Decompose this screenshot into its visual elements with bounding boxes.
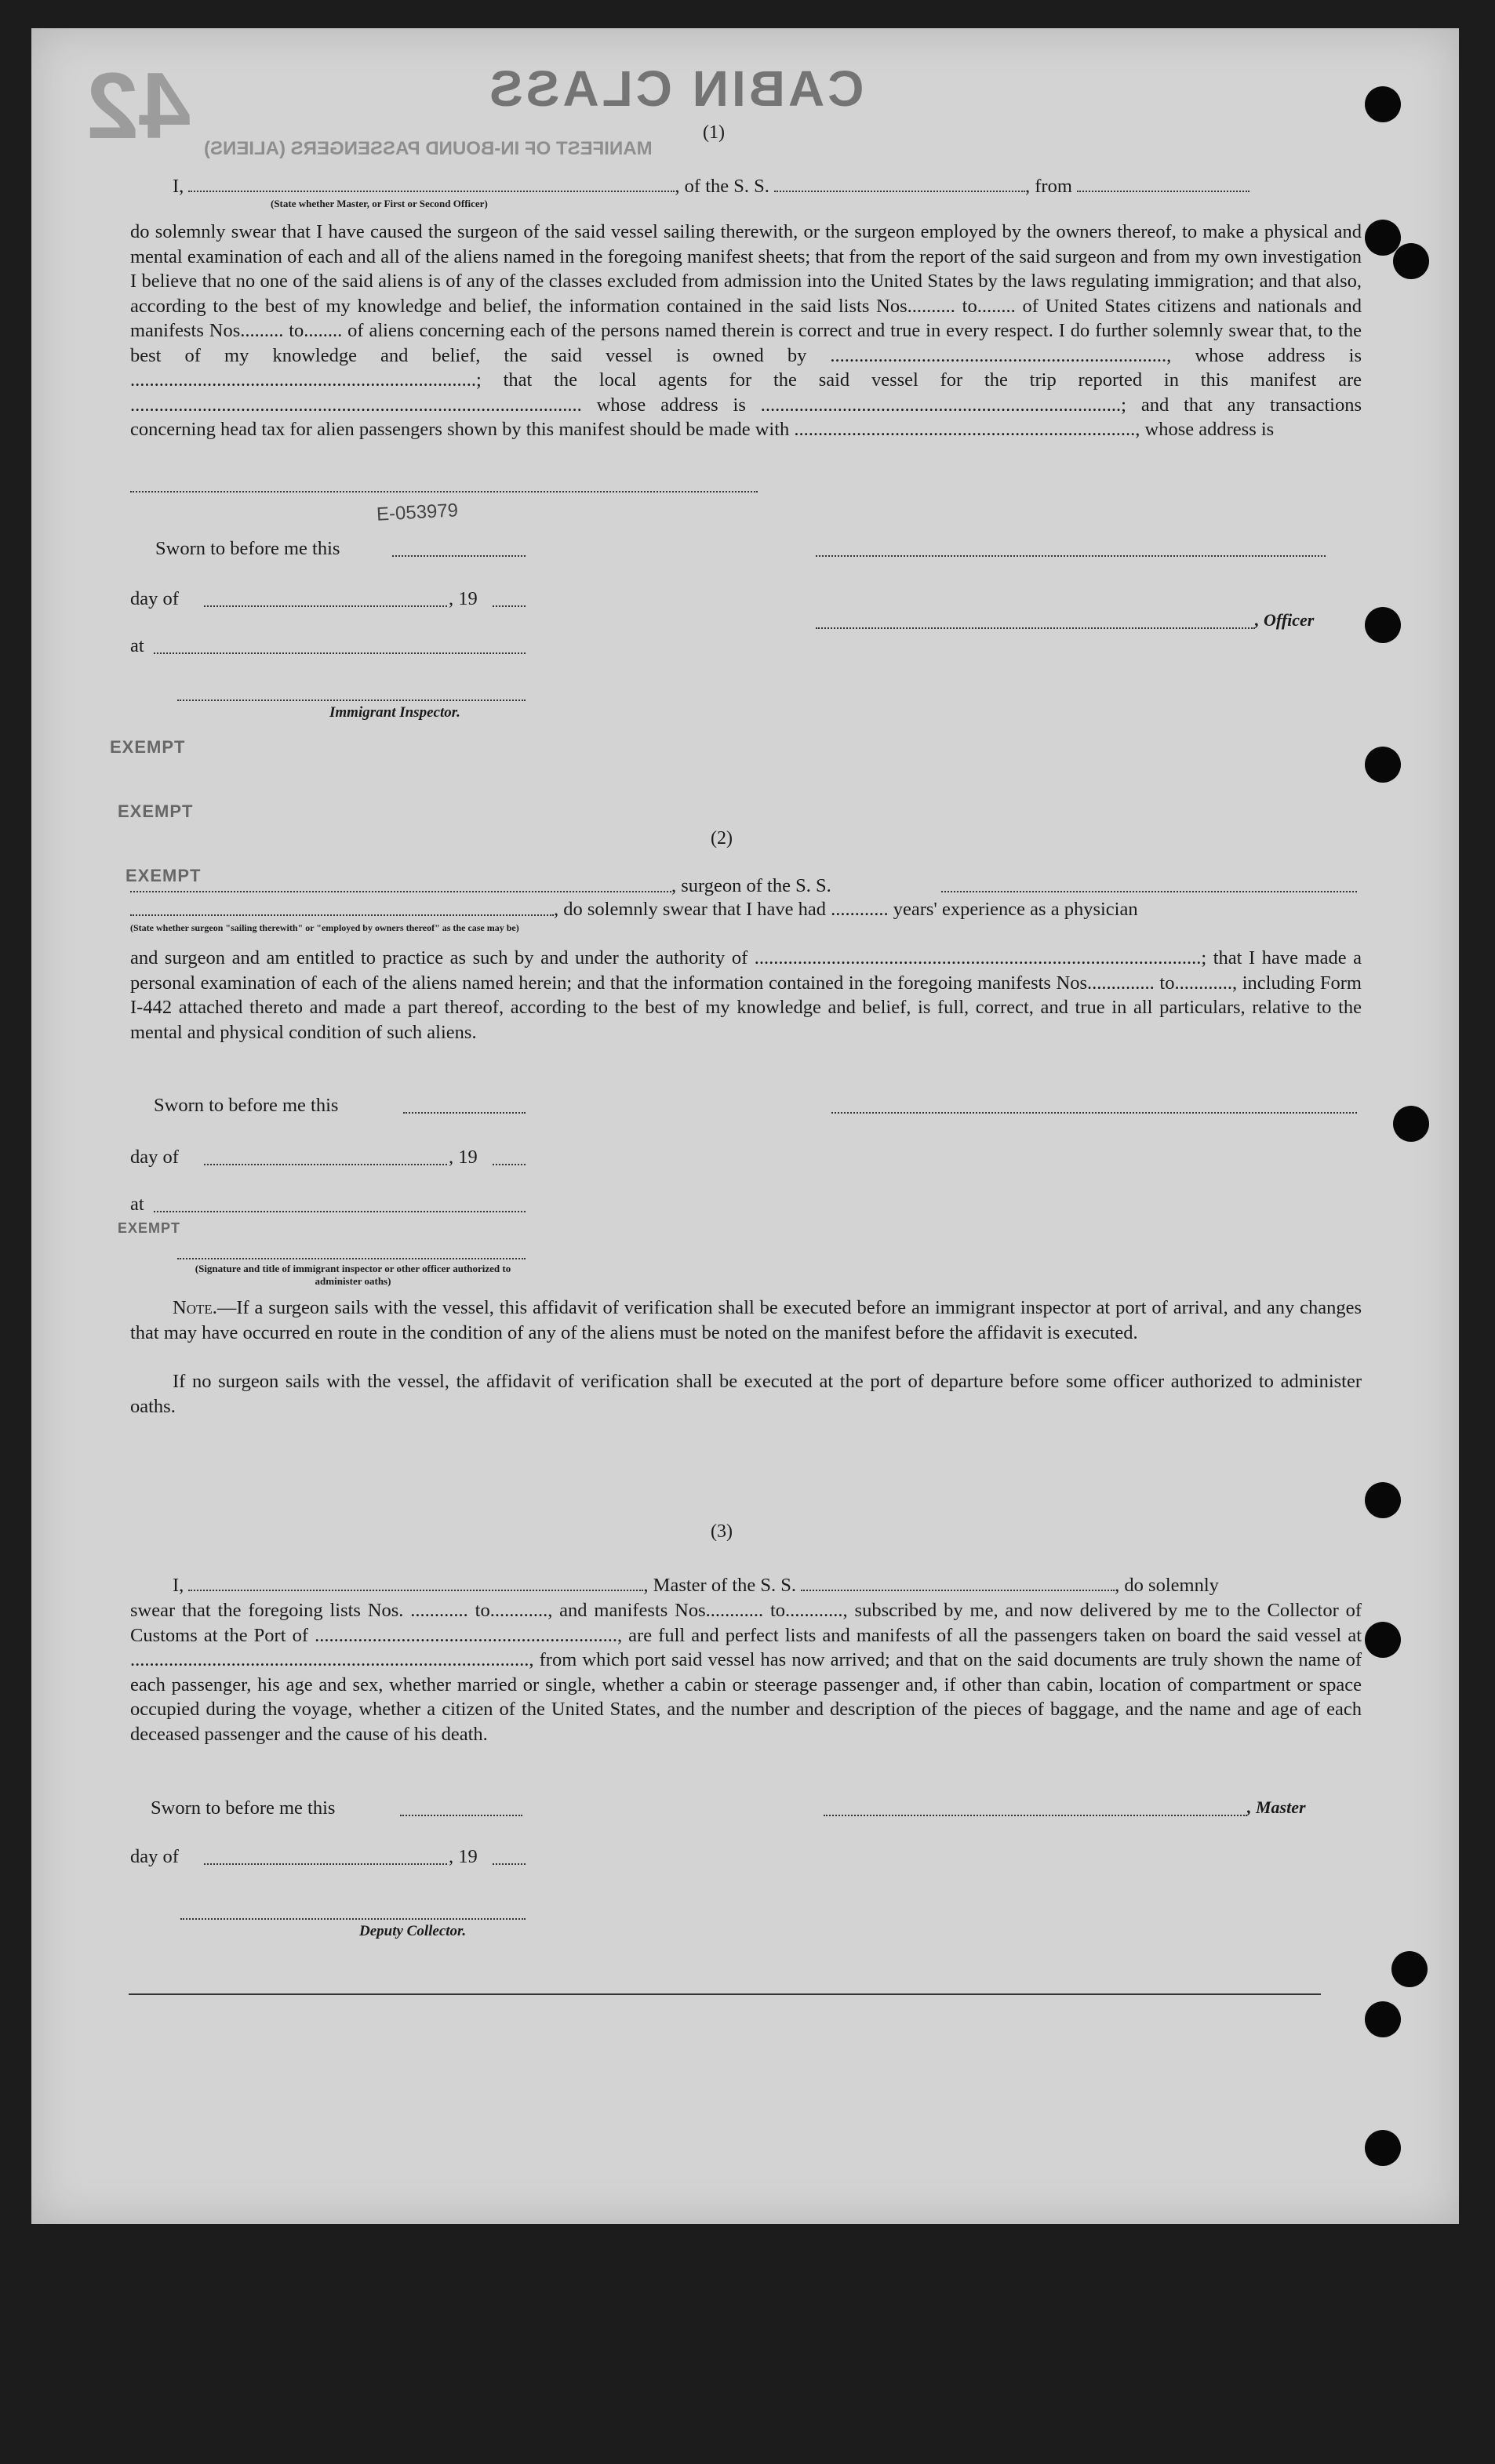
section1-at-field[interactable] (154, 652, 526, 654)
inspector-signature-line[interactable] (177, 700, 526, 701)
section2-surgeon: , surgeon of the S. S. (671, 875, 831, 896)
vessel-name-field[interactable] (774, 175, 1025, 192)
note-label: Note. (173, 1297, 217, 1318)
section2-signature-note: (Signature and title of immigrant inspector or other officer authorized to administer oaths) (195, 1263, 511, 1287)
section3-sworn: Sworn to before me this (151, 1797, 336, 1819)
section2-at-field[interactable] (154, 1211, 526, 1212)
section2-sworn-field[interactable] (403, 1112, 526, 1114)
punch-hole (1365, 607, 1401, 643)
exempt-stamp: EXEMPT (110, 737, 186, 757)
section3-solemnly: , do solemnly (1115, 1575, 1219, 1596)
section1-year-field[interactable] (493, 605, 526, 607)
punch-hole (1393, 1106, 1429, 1142)
section1-officer-note: (State whether Master, or First or Second Officer) (271, 198, 488, 209)
exempt-stamp: EXEMPT (118, 1220, 181, 1236)
section2-sworn: Sworn to before me this (154, 1095, 339, 1116)
section3-first-line (173, 1573, 1365, 1598)
section2-day-field[interactable] (204, 1164, 447, 1165)
note-text: —If a surgeon sails with the vessel, this affidavit of verification shall be executed before an immigrant inspector at port of arrival, and any changes that may have occurred en route in the condition of any of the aliens must be noted on the manifest before the affidavit is executed. (130, 1297, 1362, 1343)
section1-sworn: Sworn to before me this (155, 538, 340, 559)
section1-oath-text: do solemnly swear that I have caused the surgeon of the said vessel sailing therewith, or the surgeon employed by the owners thereof, to make a physical and mental examination of each and all of the aliens named in the foregoing manifest sheets; that from the report of the said surgeon and from my own investigation I believe that no one of the said aliens is of any of the classes excluded from admission into the United States by the laws regulating immigration; and that also, according to the best of my knowledge and belief, the information contained in the said lists Nos.......... to........ of United States citizens and nationals and manifests Nos......... to........ of aliens concerning each of the persons named therein is correct and true in every respect. I do further solemnly swear that, to the best of my knowledge and belief, the said vessel is owned by ......................................................................, whose address is ........................................................................; that the local agents for the said vessel for the trip reported in this manifest are .............................................................................................. whose address is ...........................................................................; and that any transactions concerning head tax for alien passengers shown by this manifest should be made with ......................................................................., whose address is (130, 221, 1362, 440)
section1-first-line (173, 174, 1357, 199)
bleed-title (486, 60, 864, 118)
section2-status-note: (State whether surgeon "sailing therewith" or "employed by owners thereof" as the case may be) (130, 922, 519, 933)
exempt-stamp: EXEMPT (125, 866, 202, 885)
section1-right-signature-line[interactable] (816, 555, 1326, 557)
section3-oath-text: swear that the foregoing lists Nos. ............ to............, and manifests Nos............ to............, subscribed by me, and now delivered by me to the Collector of Customs at the Port of ..............................................................., are full and perfect lists and manifests of all the passengers taken on board the said vessel at ..................................................................................., from which port said vessel has now arrived; and that on the said documents are truly shown the name of each passenger, his age and sex, whether married or single, whether a cabin or steerage passenger and, if other than cabin, location of compartment or space occupied during the voyage, whether a citizen of the United States, and the number and description of the pieces of baggage, and the name and age of each deceased passenger and the cause of his death. (130, 1600, 1362, 1745)
collector-signature-line[interactable] (180, 1918, 526, 1920)
section2-signature-line[interactable] (831, 1112, 1357, 1114)
bleed-subtitle (204, 138, 653, 160)
section1-at: at (130, 635, 144, 656)
section2-at: at (130, 1194, 144, 1215)
document-page (31, 28, 1459, 2224)
section2-oath-text: and surgeon and am entitled to practice as such by and under the authority of .............................................................................................; that I have made a personal examination of each of the aliens named herein; and that the information contained in the foregoing manifests Nos.............. to............, including Form I-442 attached thereto and made a part thereof, according to the best of my knowledge and belief, is full, correct, and true in all particulars, relative to the mental and physical condition of such aliens. (130, 947, 1362, 1043)
section3-year: , 19 (449, 1846, 478, 1867)
section1-i: I, (173, 176, 184, 197)
section2-day-of: day of (130, 1147, 179, 1168)
section3-i: I, (173, 1575, 184, 1596)
section1-address-line[interactable] (130, 491, 758, 492)
section1-year: , 19 (449, 588, 478, 609)
bleed-page-number: 42 (86, 53, 191, 158)
master-label: , Master (1247, 1797, 1306, 1817)
punch-hole (1365, 1482, 1401, 1518)
section3-ss: , Master of the S. S. (643, 1575, 797, 1596)
exempt-stamp: EXEMPT (118, 801, 194, 821)
officer-label: , Officer (1255, 610, 1315, 630)
section3-day-field[interactable] (204, 1863, 447, 1865)
master-signature-line[interactable] (824, 1815, 1247, 1816)
section3-vessel-field[interactable] (801, 1574, 1115, 1591)
punch-hole (1365, 2001, 1401, 2037)
punch-hole (1391, 1951, 1428, 1987)
section3-number: (3) (711, 1521, 733, 1542)
section2-year: , 19 (449, 1147, 478, 1168)
punch-hole (1365, 747, 1401, 783)
surgeon-name-field[interactable] (130, 891, 671, 892)
section1-from: , from (1025, 176, 1072, 197)
from-port-field[interactable] (1077, 175, 1249, 192)
section1-day-field[interactable] (204, 605, 447, 607)
collector-label: Deputy Collector. (359, 1923, 467, 1939)
officer-signature-line[interactable] (816, 627, 1255, 629)
punch-hole (1365, 1622, 1401, 1658)
section2-note2: If no surgeon sails with the vessel, the affidavit of verification shall be executed at the port of departure before some officer authorized to administer oaths. (130, 1371, 1362, 1417)
bottom-rule (129, 1993, 1321, 1995)
section2-vessel-field[interactable] (941, 891, 1357, 892)
section1-number: (1) (703, 122, 725, 143)
section3-day-of: day of (130, 1846, 179, 1867)
bleed-subtitle-text: MANIFEST OF IN-BOUND PASSENGERS (ALIENS) (204, 138, 653, 159)
section2-officer-signature-line[interactable] (177, 1258, 526, 1259)
section3-year-field[interactable] (493, 1863, 526, 1865)
section1-day-of: day of (130, 588, 179, 609)
punch-hole (1365, 86, 1401, 122)
section2-swear: , do solemnly swear that I have had ............ years' experience as a physician (554, 899, 1138, 920)
section3-sworn-field[interactable] (400, 1815, 522, 1816)
officer-name-field[interactable] (188, 175, 675, 192)
punch-hole (1365, 2130, 1401, 2166)
bleed-title-text: CABIN CLASS (486, 60, 864, 117)
handwritten-note: E-053979 (376, 500, 459, 525)
inspector-label: Immigrant Inspector. (329, 704, 460, 721)
section2-year-field[interactable] (493, 1164, 526, 1165)
section1-ss: , of the S. S. (675, 176, 769, 197)
punch-hole (1393, 243, 1429, 279)
master-name-field[interactable] (188, 1574, 643, 1591)
section2-note (130, 1296, 1362, 1345)
surgeon-status-field[interactable] (130, 914, 554, 916)
section2-number: (2) (711, 828, 733, 849)
section1-sworn-field[interactable] (392, 555, 526, 557)
